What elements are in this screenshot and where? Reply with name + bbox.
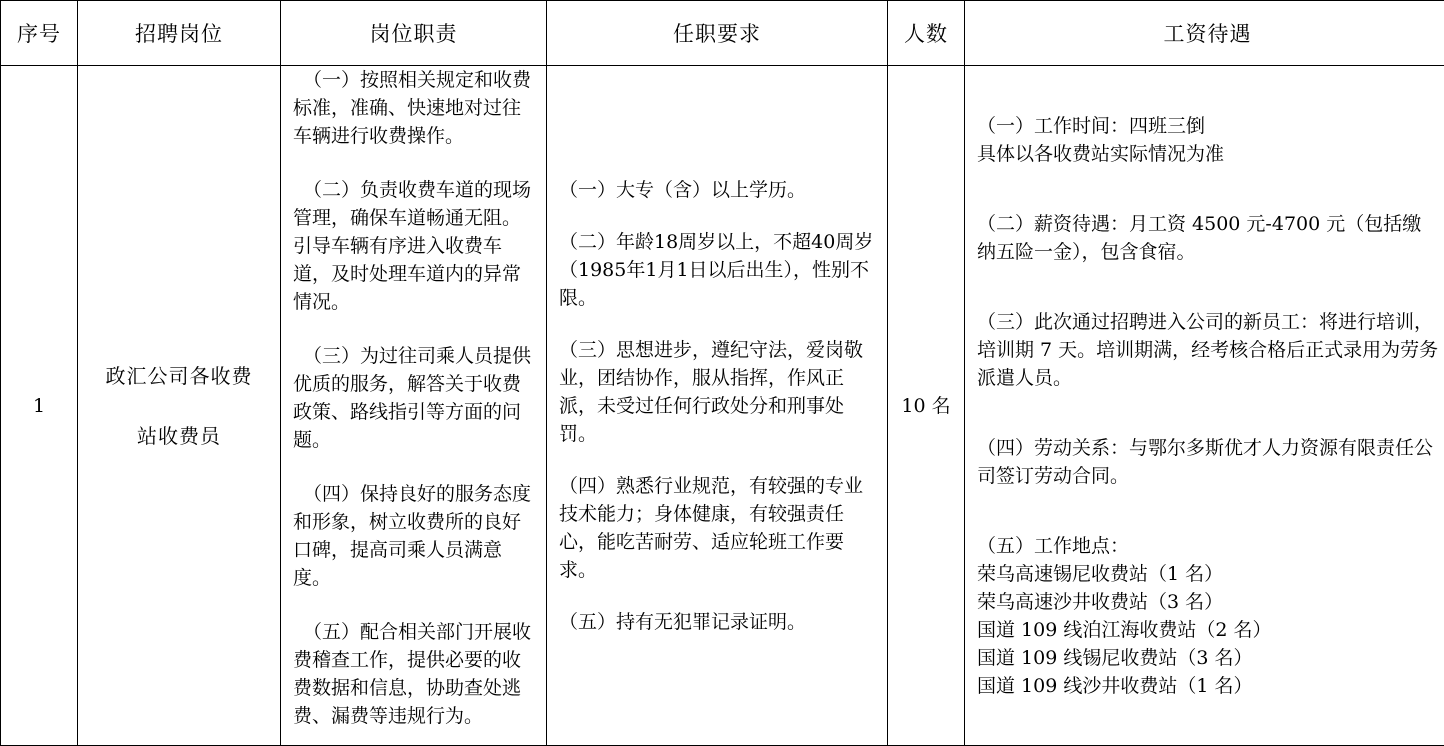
work-location-line: 国道 109 线锡尼收费站（3 名） bbox=[977, 646, 1253, 669]
salary-line: （一）工作时间：四班三倒 bbox=[977, 114, 1206, 137]
salary-item bbox=[977, 112, 1440, 168]
requirement-item: （三）思想进步，遵纪守法，爱岗敬业，团结协作，服从指挥，作风正派，未受过任何行政处分和刑事处罚。 bbox=[559, 338, 864, 445]
header-salary: 工资待遇 bbox=[965, 1, 1444, 66]
duty-item: （五）配合相关部门开展收费稽查工作，提供必要的收费数据和信息，协助查处逃费、漏费等违规行为。 bbox=[293, 621, 532, 727]
work-location-line: 荣乌高速沙井收费站（3 名） bbox=[977, 590, 1224, 613]
salary-item bbox=[977, 532, 1440, 700]
cell-salary bbox=[965, 66, 1444, 746]
salary-item bbox=[977, 308, 1440, 392]
salary-line: （五）工作地点： bbox=[977, 534, 1130, 557]
salary-line: 具体以各收费站实际情况为准 bbox=[977, 142, 1225, 165]
table-header-row bbox=[1, 1, 1444, 66]
header-seq: 序号 bbox=[1, 1, 78, 66]
salary-item bbox=[977, 434, 1440, 490]
duty-item: （一）按照相关规定和收费标准，准确、快速地对过往车辆进行收费操作。 bbox=[293, 69, 532, 147]
requirement-item: （一）大专（含）以上学历。 bbox=[559, 178, 807, 201]
position-line: 政汇公司各收费 bbox=[105, 363, 253, 388]
cell-position bbox=[78, 66, 281, 746]
salary-item bbox=[977, 210, 1440, 266]
duty-item: （四）保持良好的服务态度和形象，树立收费所的良好口碑，提高司乘人员满意度。 bbox=[293, 483, 532, 589]
salary-line: （三）此次通过招聘进入公司的新员工：将进行培训，培训期 7 天。培训期满，经考核合格后正式录用为劳务派遣人员。 bbox=[977, 310, 1439, 389]
position-line: 站收费员 bbox=[137, 423, 221, 448]
requirement-item: （二）年龄18周岁以上，不超40周岁（1985年1月1日以后出生），性别不限。 bbox=[559, 230, 874, 309]
cell-duties bbox=[281, 66, 547, 746]
header-count: 人数 bbox=[888, 1, 965, 66]
salary-line: （四）劳动关系：与鄂尔多斯优才人力资源有限责任公司签订劳动合同。 bbox=[977, 436, 1434, 487]
header-position: 招聘岗位 bbox=[78, 1, 281, 66]
duty-item: （二）负责收费车道的现场管理，确保车道畅通无阻。引导车辆有序进入收费车道，及时处理车道内的异常情况。 bbox=[293, 179, 532, 313]
salary-line: （二）薪资待遇：月工资 4500 元-4700 元（包括缴纳五险一金），包含食宿。 bbox=[977, 212, 1422, 263]
cell-requirements bbox=[547, 66, 888, 746]
duty-item: （三）为过往司乘人员提供优质的服务，解答关于收费政策、路线指引等方面的问题。 bbox=[293, 345, 532, 451]
table-row bbox=[1, 66, 1444, 746]
requirement-item: （五）持有无犯罪记录证明。 bbox=[559, 610, 807, 633]
work-location-line: 国道 109 线沙井收费站（1 名） bbox=[977, 674, 1253, 697]
cell-seq: 1 bbox=[1, 66, 78, 746]
header-duties: 岗位职责 bbox=[281, 1, 547, 66]
header-requirements: 任职要求 bbox=[547, 1, 888, 66]
requirement-item: （四）熟悉行业规范，有较强的专业技术能力；身体健康，有较强责任心，能吃苦耐劳、适应轮班工作要求。 bbox=[559, 474, 864, 581]
cell-count: 10 名 bbox=[888, 66, 965, 746]
work-location-line: 国道 109 线泊江海收费站（2 名） bbox=[977, 618, 1272, 641]
work-location-line: 荣乌高速锡尼收费站（1 名） bbox=[977, 562, 1224, 585]
